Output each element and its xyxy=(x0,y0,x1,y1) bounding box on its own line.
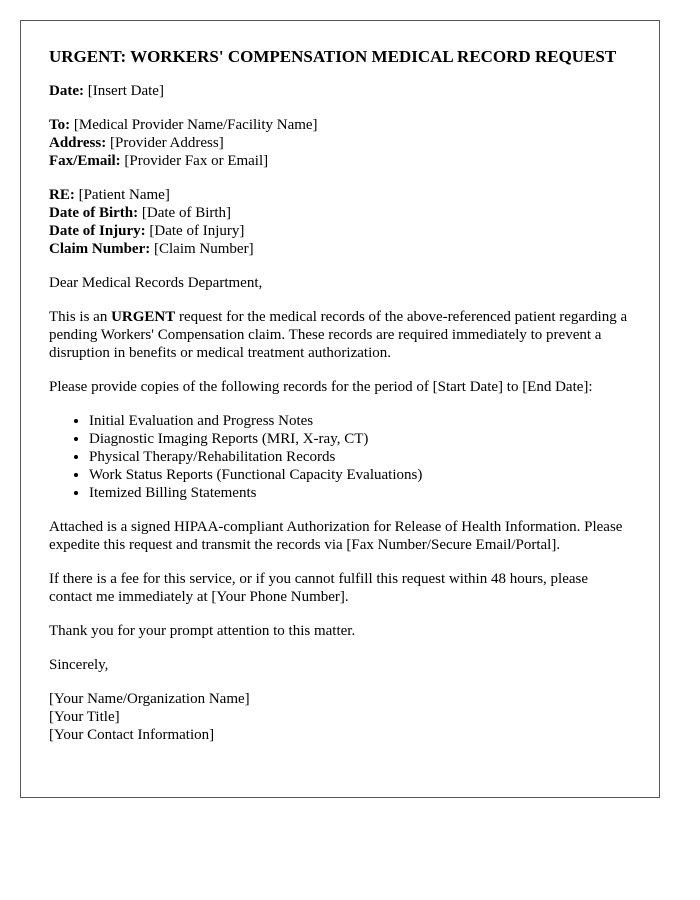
claim-value: [Claim Number] xyxy=(154,241,254,257)
fax-email-value: [Provider Fax or Email] xyxy=(124,153,269,169)
list-item: • Work Status Reports (Functional Capacity Evaluations) xyxy=(89,466,631,484)
dob-value: [Date of Birth] xyxy=(141,205,232,221)
records-list xyxy=(49,412,631,502)
request-intro: Please provide copies of the following records for the period of [Start Date] to [End Date]: xyxy=(49,379,593,395)
date-line xyxy=(49,82,631,100)
date-value: [Insert Date] xyxy=(87,83,164,99)
letter-title: URGENT: WORKERS' COMPENSATION MEDICAL RECORD REQUEST xyxy=(49,47,617,66)
intro-after: request for the medical records of the above-referenced patient regarding a pending Workers' Compensation claim. These records are required immediately to prevent a disruption in benefits or medical treatment authorization. xyxy=(49,309,628,361)
list-item: • Diagnostic Imaging Reports (MRI, X-ray, CT) xyxy=(89,430,631,448)
list-item: • Initial Evaluation and Progress Notes xyxy=(89,412,631,430)
authorization-paragraph: Attached is a signed HIPAA-compliant Authorization for Release of Health Information. Please expedite this request and transmit the records via [Fax Number/Secure Email/Portal]. xyxy=(49,519,623,553)
claim-label: Claim Number: xyxy=(49,241,151,257)
signature-contact: [Your Contact Information] xyxy=(49,727,215,743)
intro-paragraph xyxy=(49,308,631,362)
intro-before: This is an xyxy=(49,309,112,325)
date-label: Date: xyxy=(49,83,84,99)
intro-urgent-emphasis: URGENT xyxy=(111,309,176,325)
dob-label: Date of Birth: xyxy=(49,205,139,221)
patient-name-value: [Patient Name] xyxy=(78,187,170,203)
signature-name: [Your Name/Organization Name] xyxy=(49,691,250,707)
closing: Sincerely, xyxy=(49,657,109,673)
doi-label: Date of Injury: xyxy=(49,223,146,239)
salutation: Dear Medical Records Department, xyxy=(49,275,263,291)
to-value: [Medical Provider Name/Facility Name] xyxy=(73,117,318,133)
fee-paragraph: If there is a fee for this service, or if you cannot fulfill this request within 48 hours, please contact me immediately at [Your Phone Number]. xyxy=(49,571,589,605)
address-value: [Provider Address] xyxy=(109,135,224,151)
fax-email-label: Fax/Email: xyxy=(49,153,121,169)
list-item: • Physical Therapy/Rehabilitation Records xyxy=(89,448,631,466)
re-label: RE: xyxy=(49,187,75,203)
re-block xyxy=(49,186,631,258)
doi-value: [Date of Injury] xyxy=(149,223,245,239)
letter-page xyxy=(20,20,660,798)
to-label: To: xyxy=(49,117,71,133)
signature-block xyxy=(49,690,631,744)
address-label: Address: xyxy=(49,135,107,151)
thanks-paragraph: Thank you for your prompt attention to this matter. xyxy=(49,623,356,639)
list-item: • Itemized Billing Statements xyxy=(89,484,631,502)
signature-title: [Your Title] xyxy=(49,709,120,725)
recipient-block xyxy=(49,116,631,170)
